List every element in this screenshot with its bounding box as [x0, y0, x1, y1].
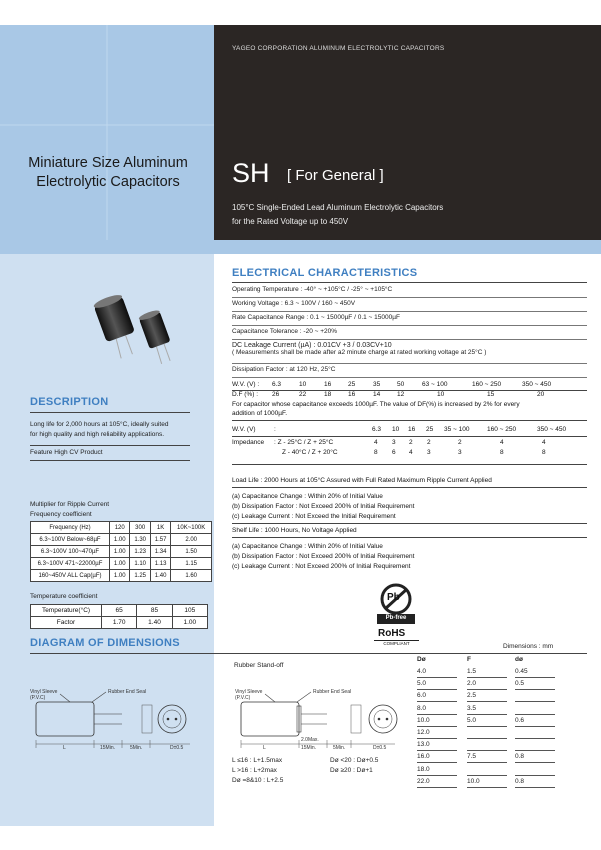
rohs-compliant: COMPLIANT — [374, 640, 419, 646]
cell-underline — [515, 738, 555, 739]
imp-row-2 — [232, 449, 587, 459]
cell-underline — [467, 738, 507, 739]
table-row — [417, 667, 587, 679]
divider — [232, 487, 587, 488]
cell-underline — [515, 762, 555, 763]
table-cell: 8.0 — [417, 704, 427, 712]
cell-underline — [467, 726, 507, 727]
imp-wv-colon: : — [274, 426, 276, 433]
cell-underline — [515, 689, 555, 690]
dimension-table — [417, 656, 587, 789]
df-note-line-2: addition of 1000µF. — [232, 410, 288, 417]
table-cell: 1.70 — [102, 617, 137, 629]
page-title — [10, 154, 206, 192]
capacitance-range: Rate Capacitance Range : 0.1 ~ 15000µF / 0.1 ~ 15000µF — [232, 314, 587, 326]
table-cell: 6.3~100V 100~470µF — [31, 546, 110, 558]
table-cell: 1.30 — [130, 534, 150, 546]
table-row — [417, 704, 587, 716]
title-line-2: Electrolytic Capacitors — [36, 174, 180, 190]
note-3: Dø =8&10 : L+2.5 — [232, 777, 284, 784]
header-left-band — [0, 25, 214, 240]
impedance-table — [232, 426, 587, 459]
diameter-label: D±0.5 — [373, 745, 387, 751]
table-cell: 1.50 — [171, 546, 212, 558]
imp-wv-row — [232, 426, 587, 436]
table-cell: 1.60 — [171, 570, 212, 582]
table-cell: 0.8 — [515, 753, 525, 761]
divider — [30, 460, 190, 461]
diameter-label: D±0.5 — [170, 745, 184, 751]
imp-wv-cell: 16 — [408, 426, 416, 433]
header-strip — [0, 240, 601, 254]
table-cell: 1.40 — [150, 570, 170, 582]
imp-cell: 4 — [374, 439, 378, 446]
imp-wv-cell: 35 ~ 100 — [444, 426, 470, 433]
table-row — [31, 617, 208, 629]
df-cell: 22 — [299, 391, 307, 398]
subtitle — [232, 201, 443, 229]
load-life-title: Load Life : 2000 Hours at 105°C Assured with Full Rated Maximum Ripple Current Applied — [232, 477, 492, 484]
working-voltage: Working Voltage : 6.3 ~ 100V / 160 ~ 450V — [232, 300, 587, 312]
rubber-seal-label: Rubber End Seal — [313, 689, 352, 695]
cell-underline — [515, 775, 555, 776]
table-cell: 1.15 — [171, 558, 212, 570]
divider — [232, 537, 587, 538]
capacitor-product-image — [85, 288, 180, 368]
table-cell: 5.0 — [467, 716, 477, 724]
df-wv-cell: 16 — [324, 381, 332, 388]
divider — [30, 445, 190, 446]
df-cell: 26 — [272, 391, 280, 398]
ripple-title — [30, 500, 109, 520]
imp-row-label: Z - 40°C / Z + 20°C — [282, 449, 338, 456]
cell-underline — [515, 750, 555, 751]
divider — [232, 420, 587, 421]
table-row — [417, 691, 587, 703]
imp-wv-cell: 10 — [392, 426, 400, 433]
table-cell: 6.3~100V 471~22000µF — [31, 558, 110, 570]
imp-row-1 — [232, 439, 587, 449]
cell-underline — [515, 787, 555, 788]
imp-cell: 8 — [374, 449, 378, 456]
cell-underline — [467, 701, 507, 702]
imp-wv-cell: 350 ~ 450 — [537, 426, 567, 433]
cell-underline — [417, 726, 457, 727]
table-cell: 1.5 — [467, 668, 477, 675]
table-cell: 1.40 — [137, 617, 172, 629]
rohs-label: RoHS — [378, 628, 406, 639]
impedance-label: Impedance — [232, 439, 265, 446]
table-row — [417, 728, 587, 740]
load-life — [232, 476, 587, 572]
dimensions-unit: Dimensions : mm — [503, 643, 554, 650]
table-cell: 2.0 — [467, 680, 477, 688]
ripple-table — [30, 521, 212, 582]
imp-row-label: : Z - 25°C / Z + 25°C — [274, 439, 334, 446]
dim-header-cell: Dø — [417, 656, 426, 663]
df-cell: 12 — [397, 391, 405, 398]
table-cell: 1.00 — [110, 546, 130, 558]
capacitance-tolerance: Capacitance Tolerance : -20 ~ +20% — [232, 328, 587, 340]
table-cell: 0.5 — [515, 680, 525, 688]
vinyl-sleeve-label: Vinyl Sleeve — [235, 689, 263, 695]
note-2: L >16 : L+2max — [232, 767, 277, 774]
table-cell: 2.5 — [467, 692, 477, 700]
table-header-cell: 300 — [130, 522, 150, 534]
table-row — [417, 765, 587, 777]
cell-underline — [467, 762, 507, 763]
cell-underline — [467, 787, 507, 788]
load-life-a: (a) Capacitance Change : Within 20% of Initial Value — [232, 493, 383, 500]
df-cell: 16 — [348, 391, 356, 398]
cell-underline — [515, 726, 555, 727]
description-line-1: Long life for 2,000 hours at 105°C, ideally suited — [30, 421, 169, 428]
table-row — [31, 570, 212, 582]
length-label: L — [263, 745, 266, 751]
table-row — [417, 740, 587, 752]
table-cell: 1.23 — [130, 546, 150, 558]
table-cell: 1.00 — [110, 534, 130, 546]
max-label: 2.0Max. — [301, 737, 319, 743]
df-cell: 18 — [324, 391, 332, 398]
table-cell: 5.0 — [417, 680, 427, 688]
table-cell: 18.0 — [417, 765, 430, 773]
table-header-cell: Frequency (Hz) — [31, 522, 110, 534]
imp-cell: 4 — [409, 449, 413, 456]
table-header-cell: 105 — [172, 605, 207, 617]
table-cell: 1.34 — [150, 546, 170, 558]
table-cell: 0.45 — [515, 668, 528, 675]
length-notes — [232, 756, 283, 786]
table-cell: 1.00 — [172, 617, 207, 629]
divider — [232, 436, 587, 437]
imp-wv-cell: 25 — [426, 426, 434, 433]
cell-underline — [417, 750, 457, 751]
imp-wv-cell: 160 ~ 250 — [487, 426, 517, 433]
load-life-c: (c) Leakage Current : Not Exceed the Initial Requirement — [232, 513, 396, 520]
cell-underline — [417, 762, 457, 763]
df-cell: 14 — [373, 391, 381, 398]
subtitle-line-2: for the Rated Voltage up to 450V — [232, 217, 349, 226]
leakage-line-2: ( Measurements shall be made after a2 minute charge at rated working voltage at 25°C ) — [232, 349, 487, 356]
imp-cell: 8 — [500, 449, 504, 456]
table-cell: 3.5 — [467, 704, 477, 712]
note-4: Dø <20 : Dø+0.5 — [330, 757, 379, 764]
ripple-title-line-1: Multiplier for Ripple Current — [30, 501, 110, 508]
dim-rows — [417, 667, 587, 789]
imp-wv-cell: 6.3 — [372, 426, 382, 433]
pvc-label: (P.V.C) — [235, 695, 251, 701]
dimension-drawing-left — [30, 680, 210, 760]
description-line-2: for high quality and high reliability applications. — [30, 431, 165, 438]
cell-underline — [417, 714, 457, 715]
cell-underline — [515, 701, 555, 702]
table-row — [417, 752, 587, 764]
table-header-cell: 120 — [110, 522, 130, 534]
electrical-heading: ELECTRICAL CHARACTERISTICS — [232, 267, 418, 279]
cell-underline — [467, 750, 507, 751]
cell-underline — [417, 787, 457, 788]
table-row — [31, 546, 212, 558]
divider — [232, 282, 587, 283]
pb-free-text: Pb-free — [385, 615, 407, 621]
temperature-table — [30, 604, 208, 629]
table-cell: 0.6 — [515, 716, 525, 724]
table-cell: 10.0 — [417, 716, 430, 724]
table-cell: 16.0 — [417, 753, 430, 761]
temperature-title: Temperature coefficient — [30, 593, 98, 600]
imp-cell: 2 — [409, 439, 413, 446]
cell-underline — [467, 714, 507, 715]
df-table — [232, 381, 587, 418]
table-row — [417, 777, 587, 789]
table-cell: 6.3~100V Below~68µF — [31, 534, 110, 546]
df-cell: 20 — [537, 391, 545, 398]
divider — [232, 523, 587, 524]
table-header-cell: 10K~100K — [171, 522, 212, 534]
imp-cell: 4 — [500, 439, 504, 446]
df-wv-cell: 10 — [299, 381, 307, 388]
df-cell: 10 — [437, 391, 445, 398]
table-row — [31, 534, 212, 546]
table-cell: 10.0 — [467, 777, 480, 785]
imp-cell: 2 — [458, 439, 462, 446]
divider — [232, 464, 587, 465]
cell-underline — [417, 738, 457, 739]
lead-15min-label: 15Min. — [301, 745, 317, 751]
df-wv-cell: 350 ~ 450 — [522, 381, 552, 388]
cell-underline — [417, 701, 457, 702]
rubber-standoff-label: Rubber Stand-off — [234, 662, 284, 669]
divider — [30, 412, 190, 413]
note-1: L ≤16 : L+1.5max — [232, 757, 283, 764]
length-label: L — [63, 745, 66, 751]
company-name: YAGEO CORPORATION ALUMINUM ELECTROLYTIC CAPACITORS — [232, 45, 445, 52]
description-heading: DESCRIPTION — [30, 396, 109, 408]
table-cell: 1.10 — [130, 558, 150, 570]
df-wv-cell: 25 — [348, 381, 356, 388]
table-row — [417, 716, 587, 728]
table-row — [417, 679, 587, 691]
table-cell: 12.0 — [417, 728, 430, 736]
operating-temperature: Operating Temperature : -40° ~ +105°C / -25° ~ +105°C — [232, 286, 587, 298]
rubber-seal-label: Rubber End Seal — [108, 689, 147, 695]
df-wv-cell: 35 — [373, 381, 381, 388]
table-cell: 160~450V ALL Cap(µF) — [31, 570, 110, 582]
leakage-line-1: DC Leakage Current (µA) : 0.01CV +3 / 0.03CV+10 — [232, 342, 392, 349]
lead-15min-label: 15Min. — [100, 745, 116, 751]
pb-text: Pb — [387, 592, 400, 603]
cell-underline — [467, 775, 507, 776]
dimensions-heading: DIAGRAM OF DIMENSIONS — [30, 637, 180, 649]
shelf-life-a: (a) Capacitance Change : Within 20% of Initial Value — [232, 543, 383, 550]
df-wv-cell: 160 ~ 250 — [472, 381, 502, 388]
table-header-cell: 1K — [150, 522, 170, 534]
table-header-cell: 65 — [102, 605, 137, 617]
decorative-lines — [0, 25, 214, 240]
cell-underline — [515, 677, 555, 678]
vinyl-sleeve-label: Vinyl Sleeve — [30, 689, 58, 695]
imp-cell: 3 — [392, 439, 396, 446]
cell-underline — [515, 714, 555, 715]
diameter-notes — [330, 756, 378, 776]
divider — [30, 653, 587, 654]
df-wv-row — [232, 381, 587, 390]
description-text — [30, 420, 168, 440]
imp-cell: 6 — [392, 449, 396, 456]
df-wv-label: W.V. (V) : — [232, 381, 260, 388]
table-cell: 22.0 — [417, 777, 430, 785]
table-cell: 7.5 — [467, 753, 477, 761]
feature-text: Feature High CV Product — [30, 449, 103, 456]
dimension-drawing-right — [235, 680, 405, 760]
pb-free-logo — [371, 580, 421, 626]
df-wv-cell: 50 — [397, 381, 405, 388]
dc-leakage — [232, 342, 587, 364]
subtitle-line-1: 105°C Single-Ended Lead Aluminum Electrolytic Capacitors — [232, 203, 444, 212]
table-header-row — [31, 605, 208, 617]
table-header-row — [31, 522, 212, 534]
dim-header-cell: F — [467, 656, 471, 663]
cell-underline — [467, 689, 507, 690]
table-cell: 0.8 — [515, 777, 525, 785]
table-row — [31, 558, 212, 570]
df-value-row — [232, 391, 587, 400]
dim-header-cell: dø — [515, 656, 523, 663]
imp-wv-label: W.V. (V) — [232, 426, 256, 433]
df-label: D.F (%) : — [232, 391, 258, 398]
series-note: [ For General ] — [287, 167, 384, 184]
title-line-1: Miniature Size Aluminum — [28, 155, 188, 171]
table-cell: 1.57 — [150, 534, 170, 546]
lead-5min-label: 5Min. — [333, 745, 346, 751]
table-cell: 1.13 — [150, 558, 170, 570]
table-header-cell: 85 — [137, 605, 172, 617]
imp-cell: 3 — [427, 449, 431, 456]
load-life-b: (b) Dissipation Factor : Not Exceed 200% of Initial Requirement — [232, 503, 415, 510]
table-cell: 4.0 — [417, 668, 427, 675]
table-cell: 1.00 — [110, 570, 130, 582]
df-wv-cell: 63 ~ 100 — [422, 381, 448, 388]
df-title: Dissipation Factor : at 120 Hz, 25°C — [232, 366, 587, 378]
ripple-title-line-2: Frequency coefficient — [30, 511, 92, 518]
series-name: SH — [232, 158, 270, 188]
table-header-cell: Temperature(°C) — [31, 605, 102, 617]
note-5: Dø ≥20 : Dø+1 — [330, 767, 373, 774]
imp-cell: 3 — [458, 449, 462, 456]
df-note-line-1: For capacitor whose capacitance exceeds 1000µF. The value of DF(%) is increased by 2% for every — [232, 401, 520, 408]
table-cell: 6.0 — [417, 692, 427, 700]
table-cell: 1.00 — [110, 558, 130, 570]
table-cell: 1.25 — [130, 570, 150, 582]
shelf-life-c: (c) Leakage Current : Not Exceed 200% of Initial Requirement — [232, 563, 411, 570]
table-cell: Factor — [31, 617, 102, 629]
shelf-life-title: Shelf Life : 1000 Hours, No Voltage Applied — [232, 527, 357, 534]
pvc-label: (P.V.C) — [30, 695, 46, 701]
cell-underline — [417, 689, 457, 690]
cell-underline — [467, 677, 507, 678]
imp-cell: 2 — [427, 439, 431, 446]
table-cell: 2.00 — [171, 534, 212, 546]
imp-cell: 8 — [542, 449, 546, 456]
cell-underline — [417, 677, 457, 678]
lead-5min-label: 5Min. — [130, 745, 143, 751]
df-cell: 15 — [487, 391, 495, 398]
table-cell: 13.0 — [417, 741, 430, 749]
df-wv-cell: 6.3 — [272, 381, 282, 388]
imp-cell: 4 — [542, 439, 546, 446]
dim-header-row — [417, 656, 587, 667]
shelf-life-b: (b) Dissipation Factor : Not Exceed 200% of Initial Requirement — [232, 553, 415, 560]
df-note — [232, 400, 587, 418]
cell-underline — [417, 775, 457, 776]
